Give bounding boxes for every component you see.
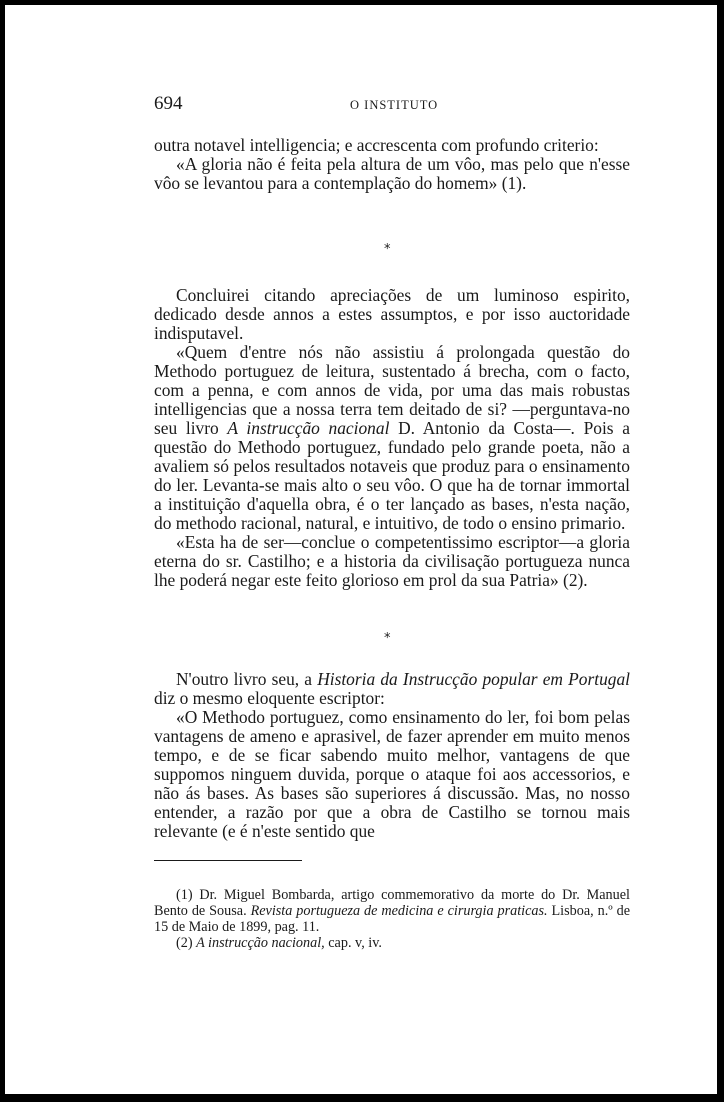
paragraph-text: D. Antonio da Costa—. Pois a questão do Methodo portuguez, fundado pelo grande poeta, não a avaliem só pelos resultados notaveis que produz para o ensinamento do ler. Levanta-se mais alto o seu vôo. O que ha de tornar immortal a instituição d'aquella obra, é o ter lançado as bases, n'esta nação, do methodo racional, natural, e intuitivo, de todo o ensino primario. [154, 418, 630, 533]
paragraph-text: N'outro livro seu, a [176, 669, 318, 689]
text-block-final [154, 670, 630, 841]
running-title: O INSTITUTO [350, 98, 439, 112]
footnote-text: cap. v, iv. [324, 935, 382, 951]
quotation-paragraph: «O Methodo portuguez, como ensinamento do ler, foi bom pelas vantagens de ameno e aprasivel, de fazer aprender em muito menos tempo, e de se ficar sabendo muito melhor, vantagens de que suppomos ninguem duvida, porque o ataque foi aos accessorios, e não ás bases. As bases são superiores á discussão. Mas, no nosso entender, a razão por que a obra de Castilho se tornou mais relevante (e é n'este sentido que [154, 707, 630, 841]
book-title: A instrucção nacional, [196, 935, 325, 951]
paragraph-text: diz o mesmo eloquente escriptor: [154, 688, 385, 708]
footnote-divider [154, 860, 302, 861]
quotation-paragraph [154, 343, 630, 533]
quotation-paragraph: «Esta ha de ser—conclue o competentissimo escriptor—a gloria eterna do sr. Castilho; e a historia da civilisação portugueza nunca lhe poderá negar este feito glorioso em prol da sua Patria» (2). [154, 532, 630, 590]
book-title: Historia da Instrucção popular em Portugal [317, 669, 630, 689]
section-separator-asterisk: * [384, 631, 391, 646]
text-block-opening [154, 136, 630, 193]
page-number: 694 [154, 93, 183, 114]
paragraph-text: «Quem d'entre nós não assistiu á prolongada questão do Methodo portuguez de leitura, sustentado á brecha, com o facto, com a penna, e com annos de vida, por uma das mais robustas intelligencias que a nossa terra tem deitado de si? —perguntava-no seu livro [154, 342, 630, 438]
text-block-middle [154, 286, 630, 590]
page-header [154, 93, 630, 117]
quotation-paragraph: «A gloria não é feita pela altura de um vôo, mas pelo que n'esse vôo se levantou para a contemplação do homem» (1). [154, 154, 630, 193]
paragraph [154, 670, 630, 708]
footnote-2 [154, 935, 630, 951]
journal-title: Revista portugueza de medicina e cirurgia praticas. [250, 903, 548, 919]
paragraph: Concluirei citando apreciações de um luminoso espirito, dedicado desde annos a estes assumptos, e por isso auctoridade indisputavel. [154, 285, 630, 343]
footnote-text: Lisboa, n.º de 15 de Maio de 1899, pag. 11. [154, 903, 630, 935]
book-title: A instrucção nacional [227, 418, 390, 438]
paragraph: outra notavel intelligencia; e accrescenta com profundo criterio: [154, 135, 599, 155]
footnote-1 [154, 887, 630, 935]
book-page [5, 5, 717, 1094]
footnote-text: (1) Dr. Miguel Bombarda, artigo commemorativo da morte do Dr. Manuel Bento de Sousa. [154, 887, 630, 919]
footnote-text: (2) [176, 935, 197, 951]
section-separator-asterisk: * [384, 242, 391, 257]
footnotes [154, 887, 630, 951]
